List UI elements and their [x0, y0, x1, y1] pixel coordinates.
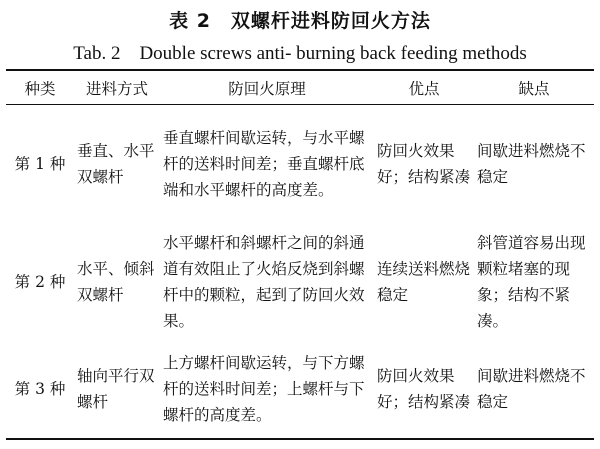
table-row	[6, 341, 594, 439]
cell-kind: 第 2 种	[14, 272, 66, 291]
cell-cons: 间歇进料燃烧不稳定	[477, 141, 586, 186]
cell-cons: 斜管道容易出现颗粒堵塞的现象；结构不紧凑。	[477, 233, 586, 330]
table-row	[6, 105, 594, 223]
cell-mode: 垂直、水平双螺杆	[77, 141, 155, 186]
table-title-en: Tab. 2 Double screws anti- burning back feeding methods	[73, 43, 527, 64]
header-mode: 进料方式	[85, 79, 148, 98]
cell-kind: 第 1 种	[14, 154, 66, 173]
cell-principle: 垂直螺杆间歇运转，与水平螺杆的送料时间差；垂直螺杆底端和水平螺杆的高度差。	[163, 128, 365, 199]
header-principle: 防回火原理	[228, 79, 306, 98]
table-row	[6, 223, 594, 341]
table-title-cn: 表 2 双螺杆进料防回火方法	[169, 10, 431, 32]
header-pros: 优点	[408, 79, 440, 98]
cell-pros: 防回火效果好；结构紧凑	[377, 367, 471, 411]
header-row	[6, 70, 594, 105]
cell-kind: 第 3 种	[14, 380, 66, 398]
cell-mode: 水平、倾斜双螺杆	[77, 259, 155, 304]
cell-principle: 上方螺杆间歇运转，与下方螺杆的送料时间差；上螺杆与下螺杆的高度差。	[163, 354, 365, 424]
cell-mode: 轴向平行双螺杆	[77, 367, 155, 411]
header-cons: 缺点	[518, 79, 550, 98]
cell-pros: 连续送料燃烧稳定	[377, 259, 471, 304]
header-kind: 种类	[24, 79, 56, 98]
cell-principle: 水平螺杆和斜螺杆之间的斜通道有效阻止了火焰反烧到斜螺杆中的颗粒，起到了防回火效果。	[163, 233, 365, 330]
cell-pros: 防回火效果好；结构紧凑	[377, 141, 471, 186]
cell-cons: 间歇进料燃烧不稳定	[477, 367, 586, 411]
feeding-methods-table	[6, 69, 594, 440]
